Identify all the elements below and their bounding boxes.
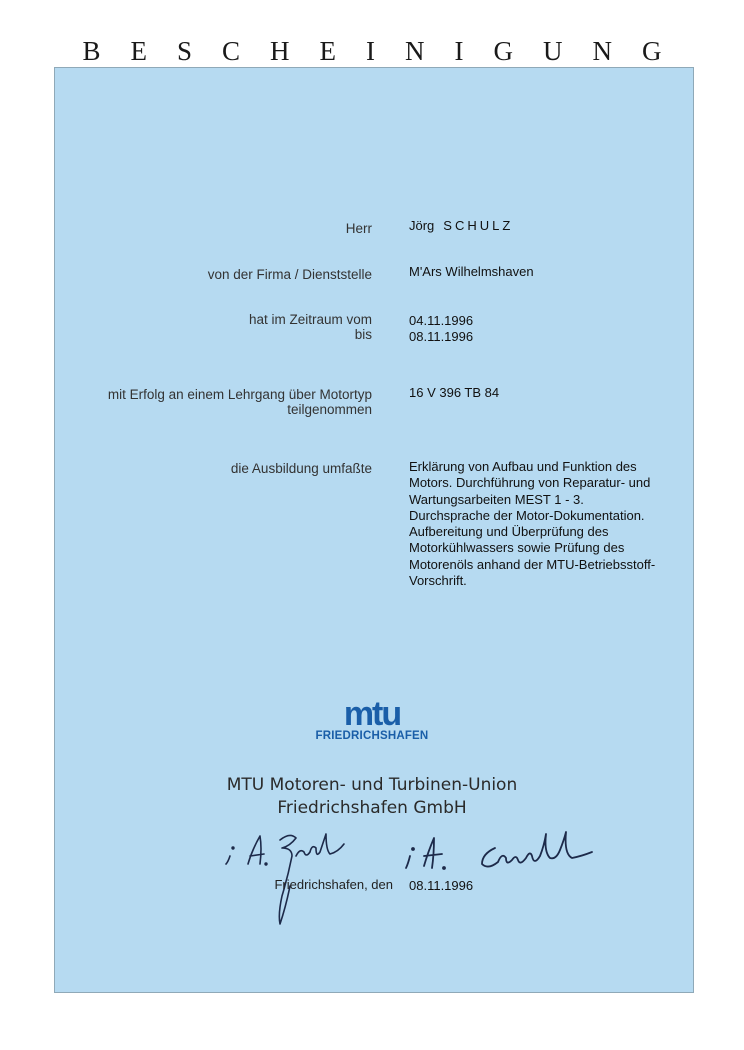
lehrgang-label-1: mit Erfolg an einem Lehrgang über Motortyp [107, 387, 372, 402]
ausbildung-line: Vorschrift. [409, 573, 467, 589]
signatures [220, 826, 610, 926]
date-from: 04.11.1996 [409, 313, 474, 328]
ausbildung-line: Motorkühlwassers sowie Prüfung des [409, 540, 625, 556]
date-to: 08.11.1996 [409, 329, 474, 344]
ausbildung-description [409, 459, 689, 589]
place-label: Friedrichshafen, den [274, 877, 393, 892]
ausbildung-line: Aufbereitung und Überprüfung des [409, 524, 609, 540]
firma-label: von der Firma / Dienststelle [207, 267, 372, 282]
ausbildung-label: die Ausbildung umfaßte [230, 461, 372, 476]
logo-subtitle: FRIEDRICHSHAFEN [315, 730, 429, 742]
lehrgang-label-2: teilgenommen [287, 402, 372, 417]
mtu-logo-mark [316, 700, 428, 730]
ausbildung-line: Durchsprache der Motor-Dokumentation. [409, 507, 645, 523]
participant-name [409, 218, 513, 234]
herr-label: Herr [345, 221, 372, 236]
firma-value: M'Ars Wilhelmshaven [409, 264, 534, 279]
company-name-line1: MTU Motoren- und Turbinen-Union [226, 775, 518, 795]
first-name: Jörg [409, 218, 435, 233]
company-name-line2: Friedrichshafen GmbH [277, 798, 467, 818]
zeitraum-label-to: bis [354, 327, 372, 342]
ausbildung-line: Wartungsarbeiten MEST 1 - 3. [409, 491, 584, 507]
mtu-logo [0, 700, 744, 742]
signature-right [406, 832, 592, 869]
issue-date: 08.11.1996 [409, 878, 474, 893]
ausbildung-line: Motors. Durchführung von Reparatur- und [409, 475, 651, 491]
ausbildung-line: Erklärung von Aufbau und Funktion des [409, 459, 637, 474]
last-name: SCHULZ [443, 218, 514, 233]
ausbildung-line: Motorenöls anhand der MTU-Betriebsstoff- [409, 556, 656, 572]
document-title: BESCHEINIGUNG [82, 36, 692, 66]
motortyp-value: 16 V 396 TB 84 [409, 385, 500, 400]
zeitraum-label-from: hat im Zeitraum vom [248, 312, 372, 327]
mtu-wordmark: mtu [343, 700, 401, 730]
